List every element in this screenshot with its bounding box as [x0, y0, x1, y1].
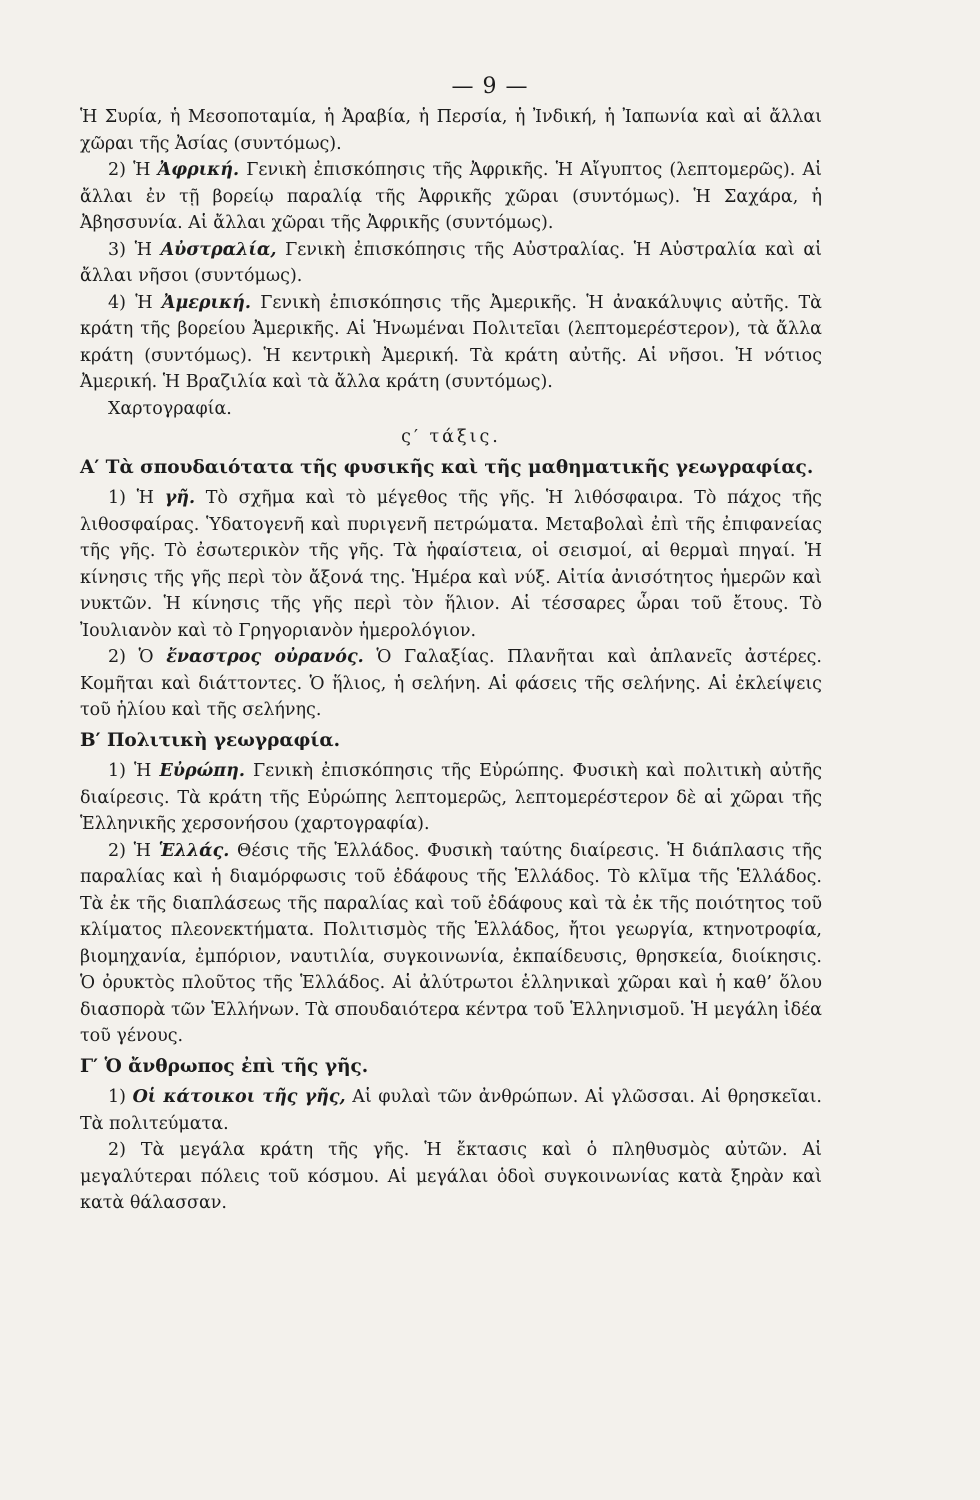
item-number: 4) Ἡ: [108, 292, 162, 313]
item-number: 2) Ἡ: [108, 840, 159, 861]
keyword-america: Ἀμερική.: [161, 292, 251, 313]
paragraph-australia: [80, 237, 822, 290]
paragraph-earth: [80, 485, 822, 644]
keyword-europe: Εὐρώπη.: [159, 761, 245, 781]
paragraph-asia-countries: Ἡ Συρία, ἡ Μεσοποταμία, ἡ Ἀραβία, ἡ Περσία, ἡ Ἰνδική, ἡ Ἰαπωνία καὶ αἱ ἄλλαι χῶραι τῆς Ἀσίας (συντόμως).: [80, 107, 822, 154]
keyword-earth: γῆ.: [164, 488, 196, 508]
keyword-inhabitants: Οἱ κάτοικοι τῆς γῆς,: [132, 1087, 346, 1107]
paragraph-text: Αἱ φυλαὶ τῶν ἀνθρώπων. Αἱ γλῶσσαι. Αἱ θρησκεῖαι. Τὰ πολιτεύματα.: [80, 1087, 822, 1134]
paragraph-text: Θέσις τῆς Ἑλλάδος. Φυσικὴ ταύτης διαίρεσις. Ἡ διάπλασις τῆς παραλίας καὶ ἡ διαμόρφωσις τοῦ ἐδάφους τῆς Ἑλλάδος. Τὸ κλῖμα τῆς Ἑλλάδος. Τὰ ἐκ τῆς διαπλάσεως τῆς παραλίας καὶ τοῦ ἐδάφους καὶ τὰ ἐκ τῆς ποιότητος τοῦ κλίματος πλεονεκτήματα. Πολιτισμὸς τῆς Ἑλλάδος, ἤτοι γεωργία, κτηνοτροφία, βιομηχανία, ἐμπόριον, ναυτιλία, συγκοινωνία, ἐκπαίδευσις, θρησκεία, διοίκησις. Ὁ ὀρυκτὸς πλοῦτος τῆς Ἑλλάδος. Αἱ ἀλύτρωτοι ἑλληνικαὶ χῶραι καὶ ἡ καθ’ ὅλου διασπορὰ τῶν Ἑλλήνων. Τὰ σπουδαιότερα κέντρα τοῦ Ἑλληνισμοῦ. Ἡ μεγάλη ἰδέα τοῦ γένους.: [80, 840, 823, 1046]
paragraph-greece: [80, 838, 822, 1050]
item-number: 2) Ἡ: [108, 160, 158, 180]
paragraph-inhabitants: [80, 1084, 822, 1137]
paragraph-text: Γενικὴ ἐπισκόπησις τῆς Ἀφρικῆς. Ἡ Αἴγυπτος (λεπτομερῶς). Αἱ ἄλλαι ἐν τῇ βορείῳ παραλίᾳ τῆς Ἀφρικῆς χῶραι (συντόμως). Ἡ Σαχάρα, ἡ Ἀβησσυνία. Αἱ ἄλλαι χῶραι τῆς Ἀφρικῆς (συντόμως).: [80, 160, 822, 233]
item-number: 2) Ὁ: [108, 647, 167, 667]
item-number: 1) Ἡ: [108, 488, 165, 508]
keyword-greece: Ἑλλάς.: [158, 840, 230, 861]
keyword-australia: Αὐστραλία,: [160, 239, 277, 260]
class-title: ς′ τάξις.: [401, 427, 501, 447]
paragraph-text: Ὁ Γαλαξίας. Πλανῆται καὶ ἀπλανεῖς ἀστέρες. Κομῆται καὶ διάττοντες. Ὁ ἥλιος, ἡ σελήνη. Αἱ φάσεις τῆς σελήνης. Αἱ ἐκλείψεις τοῦ ἡλίου καὶ τῆς σελήνης.: [80, 647, 822, 720]
keyword-africa: Ἀφρική.: [157, 160, 240, 180]
paragraph-text: Γενικὴ ἐπισκόπησις τῆς Αὐστραλίας. Ἡ Αὐστραλία καὶ αἱ ἄλλαι νῆσοι (συντόμως).: [80, 239, 822, 286]
paragraph-cartography: Χαρτογραφία.: [108, 398, 232, 419]
section-b-heading: Β′ Πολιτικὴ γεωγραφία.: [80, 729, 341, 751]
item-number: 1): [108, 1087, 133, 1107]
paragraph-starry-sky: [80, 644, 822, 724]
paragraph-text: Τὸ σχῆμα καὶ τὸ μέγεθος τῆς γῆς. Ἡ λιθόσφαιρα. Τὸ πάχος τῆς λιθοσφαίρας. Ὑδατογενῆ καὶ πυριγενῆ πετρώματα. Μεταβολαὶ ἐπὶ τῆς ἐπιφανείας τῆς γῆς. Τὸ ἐσωτερικὸν τῆς γῆς. Τὰ ἡφαίστεια, οἱ σεισμοί, αἱ θερμαὶ πηγαί. Ἡ κίνησις τῆς γῆς περὶ τὸν ἄξονά της. Ἡμέρα καὶ νύξ. Αἰτία ἀνισότητος ἡμερῶν καὶ νυκτῶν. Ἡ κίνησις τῆς γῆς περὶ τὸν ἥλιον. Αἱ τέσσαρες ὧραι τοῦ ἔτους. Τὸ Ἰουλιανὸν καὶ τὸ Γρηγοριανὸν ἡμερολόγιον.: [80, 488, 822, 641]
item-number: 1) Ἡ: [108, 761, 160, 781]
paragraph-text: Γενικὴ ἐπισκόπησις τῆς Εὐρώπης. Φυσικὴ καὶ πολιτικὴ αὐτῆς διαίρεσις. Τὰ κράτη τῆς Εὐρώπης λεπτομερῶς, λεπτομερέστερον δὲ αἱ χῶραι τῆς Ἑλληνικῆς χερσονήσου (χαρτογραφία).: [80, 761, 822, 834]
paragraph-america: [80, 290, 822, 396]
paragraph-great-states: 2) Τὰ μεγάλα κράτη τῆς γῆς. Ἡ ἔκτασις καὶ ὁ πληθυσμὸς αὐτῶν. Αἱ μεγαλύτεραι πόλεις τοῦ κόσμου. Αἱ μεγάλαι ὁδοὶ συγκοινωνίας κατὰ ξηρὰν καὶ κατὰ θάλασσαν.: [80, 1140, 822, 1213]
item-number: 3) Ἡ: [108, 239, 161, 260]
section-a-heading: Α′ Τὰ σπουδαιότατα τῆς φυσικῆς καὶ τῆς μαθηματικῆς γεωγραφίας.: [80, 456, 814, 478]
paragraph-text: Γενικὴ ἐπισκόπησις τῆς Ἀμερικῆς. Ἡ ἀνακάλυψις αὐτῆς. Τὰ κράτη τῆς βορείου Ἀμερικῆς. Αἱ Ἡνωμέναι Πολιτεῖαι (λεπτομερέστερον), τὰ ἄλλα κράτη (συντόμως). Ἡ κεντρικὴ Ἀμερική. Τὰ κράτη αὐτῆς. Αἱ νῆσοι. Ἡ νότιος Ἀμερική. Ἡ Βραζιλία καὶ τὰ ἄλλα κράτη (συντόμως).: [80, 292, 822, 392]
page-body: [80, 104, 822, 1217]
page-number: — 9 —: [451, 74, 529, 99]
paragraph-africa: [80, 157, 822, 237]
section-c-heading: Γ′ Ὁ ἄνθρωπος ἐπὶ τῆς γῆς.: [80, 1055, 369, 1077]
keyword-starry-sky: ἔναστρος οὐρανός.: [166, 647, 364, 667]
paragraph-europe: [80, 758, 822, 838]
